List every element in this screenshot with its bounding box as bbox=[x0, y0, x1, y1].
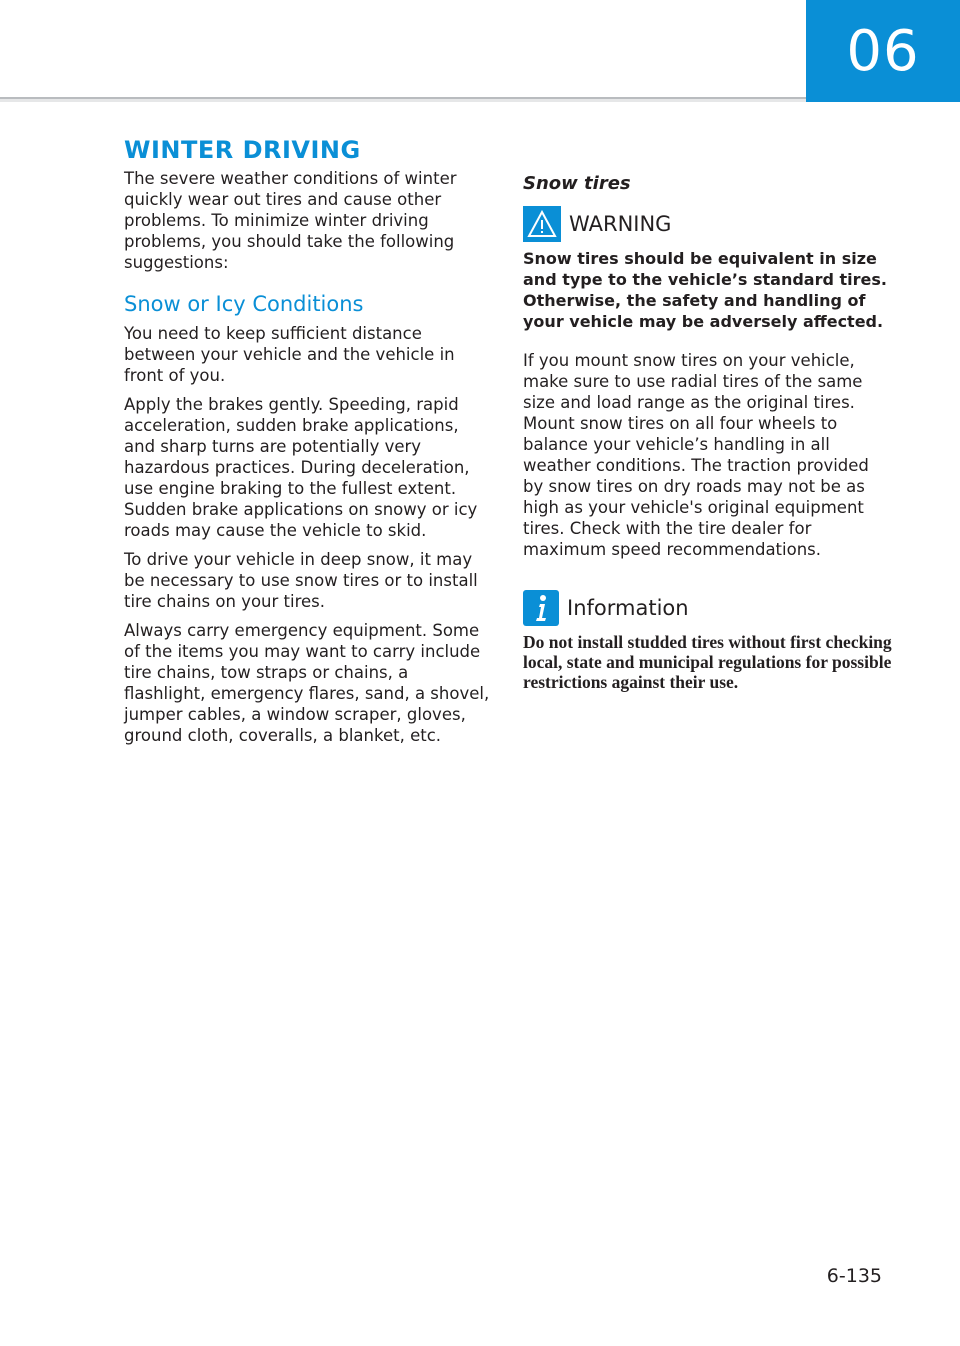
warning-text: Snow tires should be equivalent in size and type to the vehicle’s standard tires. Otherwise, the safety and handling of your vehicle may be adversely affected. bbox=[523, 249, 887, 331]
info-icon bbox=[523, 590, 559, 626]
information-label: Information bbox=[567, 596, 689, 620]
subsection-title: Snow or Icy Conditions bbox=[124, 292, 364, 316]
paragraph: You need to keep sufficient distance between your vehicle and the vehicle in front of you. bbox=[124, 324, 455, 385]
snow-tires-title: Snow tires bbox=[523, 173, 631, 194]
warning-label: WARNING bbox=[569, 212, 672, 236]
right-column bbox=[523, 170, 893, 692]
left-column bbox=[124, 134, 494, 754]
warning-header bbox=[523, 206, 893, 242]
paragraph: Always carry emergency equipment. Some of the items you may want to carry include tire chains, tow straps or chains, a flashlight, emergency flares, sand, a shovel, jumper cables, a window scraper, gloves, ground cloth, coveralls, a blanket, etc. bbox=[124, 621, 490, 745]
header-rule bbox=[0, 97, 806, 102]
chapter-tab: 06 bbox=[806, 0, 960, 102]
paragraph: Apply the brakes gently. Speeding, rapid acceleration, sudden brake applications, and sharp turns are potentially very hazardous practices. During deceleration, use engine braking to the fullest extent. Sudden brake applications on snowy or icy roads may cause the vehicle to skid. bbox=[124, 395, 478, 540]
intro-paragraph: The severe weather conditions of winter quickly wear out tires and cause other problems. To minimize winter driving problems, you should take the following suggestions: bbox=[124, 169, 457, 272]
page-number: 6-135 bbox=[826, 1265, 882, 1287]
snow-tires-paragraph: If you mount snow tires on your vehicle, make sure to use radial tires of the same size and load range as the original tires. Mount snow tires on all four wheels to balance your vehicle’s handling in all weather conditions. The traction provided by snow tires on dry roads may not be as high as your vehicle's original equipment tires. Check with the tire dealer for maximum speed recommendations. bbox=[523, 351, 869, 559]
warning-triangle-icon bbox=[523, 206, 561, 242]
information-text: Do not install studded tires without first checking local, state and municipal regulations for possible restrictions against their use. bbox=[523, 632, 892, 692]
paragraph: To drive your vehicle in deep snow, it may be necessary to use snow tires or to install tire chains on your tires. bbox=[124, 550, 478, 611]
section-title: WINTER DRIVING bbox=[124, 136, 361, 164]
information-header bbox=[523, 590, 893, 626]
